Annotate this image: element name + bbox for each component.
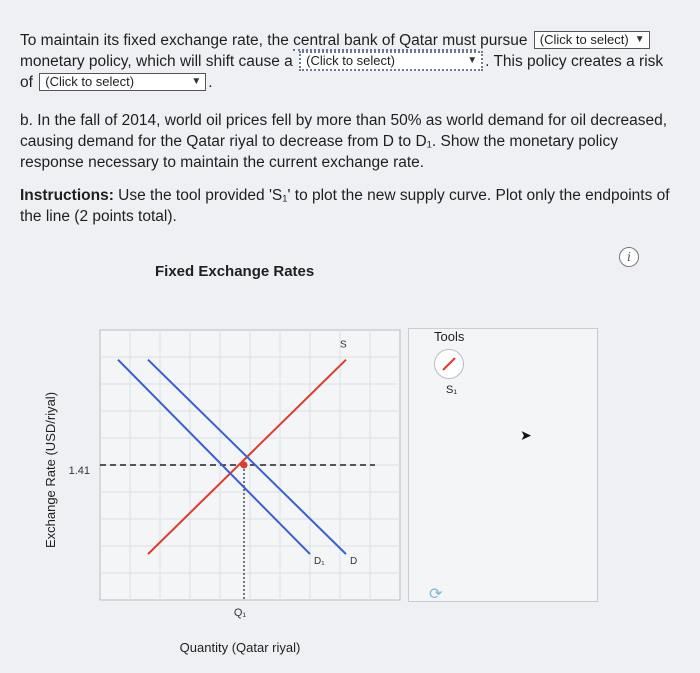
chevron-down-icon: ▼ <box>467 55 478 66</box>
equilibrium-point <box>241 462 248 469</box>
question-text: To maintain its fixed exchange rate, the central bank of Qatar must pursue (Click to select) ▼ monetary policy, which will shift cause a (Click to select) ▼ . This policy creates a risk of (Click to select) ▼ . <box>20 32 664 91</box>
term-link[interactable]: central bank of Qatar must <box>293 32 476 49</box>
tool-label-s1: S₁ <box>446 384 458 396</box>
chevron-down-icon: ▼ <box>634 34 645 45</box>
reset-icon[interactable]: ⟳ <box>429 586 443 603</box>
instructions-label: Instructions: <box>20 187 114 204</box>
risk-select[interactable]: (Click to select) ▼ <box>39 73 206 91</box>
x-axis-label: Quantity (Qatar riyal) <box>179 640 301 655</box>
series-label-0: S <box>340 339 347 351</box>
shift-select[interactable]: (Click to select) ▼ <box>299 51 483 71</box>
line-tool-icon[interactable] <box>434 349 464 379</box>
series-label-2: D₁ <box>314 556 325 568</box>
chart-title: Fixed Exchange Rates <box>155 263 315 280</box>
info-icon[interactable]: i <box>619 247 639 267</box>
instructions-text: Use the tool provided 'S₁' to plot the new supply curve. Plot only the endpoints of the line (2 points total). <box>20 187 670 225</box>
tools-label: Tools <box>434 329 465 344</box>
y-axis-label: Exchange Rate (USD/riyal) <box>43 391 58 549</box>
series-label-1: D <box>350 556 358 568</box>
tools-panel <box>408 328 598 602</box>
policy-type-select[interactable]: (Click to select) ▼ <box>534 31 650 49</box>
y-tick-label: 1.41 <box>68 465 90 477</box>
chevron-down-icon: ▼ <box>191 76 202 87</box>
x-tick-label: Q₁ <box>233 607 247 619</box>
cursor-icon: ➤ <box>520 427 532 443</box>
part-b-text: b. In the fall of 2014, world oil prices fell by more than 50% as world demand for oil decreased, causing demand for the Qatar riyal to decrease from D to D₁. Show the monetary policy response necessary to maintain the current exchange rate. <box>20 112 668 171</box>
